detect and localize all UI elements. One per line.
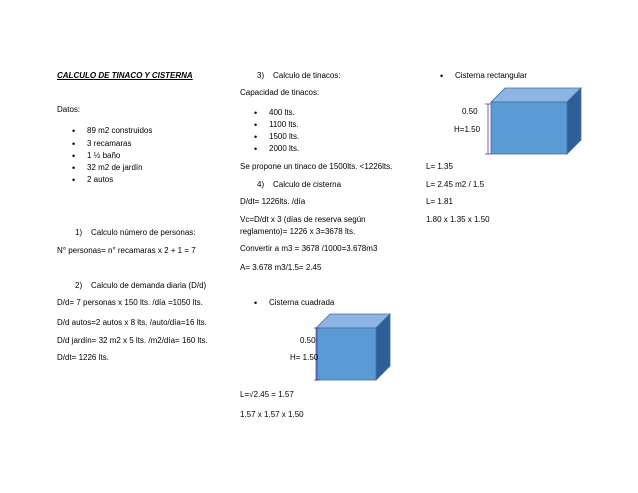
dd-line: D/d autos=2 autos x 8 lts. /auto/día=16 lts. — [57, 318, 207, 327]
section4-heading: 4) Calculo de cisterna — [257, 180, 342, 189]
capacidad-label: Capacidad de tinacos: — [240, 88, 320, 97]
cisterna-cuadrada-label: • Cisterna cuadrada — [269, 298, 334, 308]
capacidad-item: • 2000 lts. — [269, 144, 299, 154]
datos-label: Datos: — [57, 105, 81, 114]
cuadrada-width-label: 0.50 — [300, 336, 316, 345]
rect-l-line: 1.80 x 1.35 x 1.50 — [426, 215, 490, 224]
dd-line: D/dt= 1226 lts. — [57, 353, 109, 362]
datos-item: • 89 m2 construidos — [87, 126, 152, 136]
box-front-face — [316, 328, 376, 380]
cuadrada-height-label: H= 1.50 — [290, 353, 319, 362]
dd-line: D/d= 7 personas x 150 lts. /día =1050 lts. — [57, 298, 203, 307]
section1-heading: 1) Calculo número de personas: — [75, 228, 196, 237]
capacidad-item: • 1100 lts. — [269, 120, 299, 130]
rect-l-line: L= 1.81 — [426, 197, 453, 206]
dims-line: 1.57 x 1.57 x 1.50 — [240, 410, 304, 419]
datos-item: • 32 m2 de jardín — [87, 163, 143, 173]
dd-line: D/d jardín= 32 m2 x 5 lts. /m2/día= 160 lts. — [57, 336, 208, 345]
datos-item: • 2 autos — [87, 175, 113, 185]
ddt-line: D/dt= 1226lts. /día — [240, 197, 306, 206]
section3-heading: 3) Calculo de tinacos: — [257, 71, 341, 80]
rect-dimension-line — [485, 104, 491, 154]
datos-item: • 1 ½ baño — [87, 151, 120, 161]
propuesta-text: Se propone un tinaco de 1500lts. <1226lts. — [240, 162, 393, 171]
capacidad-item: • 1500 lts. — [269, 132, 299, 142]
datos-item: • 3 recamaras — [87, 139, 131, 149]
cisterna-rectangular-box — [491, 88, 581, 156]
rect-height-label: H=1.50 — [454, 125, 481, 134]
rect-l-line: L= 1.35 — [426, 162, 453, 171]
personas-formula: N° personas= n° recamaras x 2 + 1 = 7 — [57, 246, 196, 255]
box-front-face — [491, 102, 567, 154]
area-line: A= 3.678 m3/1.5= 2.45 — [240, 263, 322, 272]
vc-line: Vc=D/dt x 3 (días de reserva según — [240, 215, 366, 224]
cisterna-rectangular-label: • Cisterna rectangular — [455, 71, 527, 81]
rect-l-line: L= 2.45 m2 / 1.5 — [426, 180, 485, 189]
cisterna-cuadrada-box — [316, 314, 390, 384]
box-top-face — [491, 88, 581, 102]
l-equation: L=√2.45 = 1.57 — [240, 390, 294, 399]
rect-width-label: 0.50 — [462, 107, 478, 116]
vc-line: reglamento)= 1226 x 3=3678 lts. — [240, 227, 356, 236]
convert-line: Convertir a m3 = 3678 /1000=3.678m3 — [240, 244, 378, 253]
capacidad-item: • 400 lts. — [269, 108, 295, 118]
document-title: CALCULO DE TINACO Y CISTERNA — [57, 71, 193, 80]
section2-heading: 2) Calculo de demanda diaria (D/d) — [75, 281, 207, 290]
